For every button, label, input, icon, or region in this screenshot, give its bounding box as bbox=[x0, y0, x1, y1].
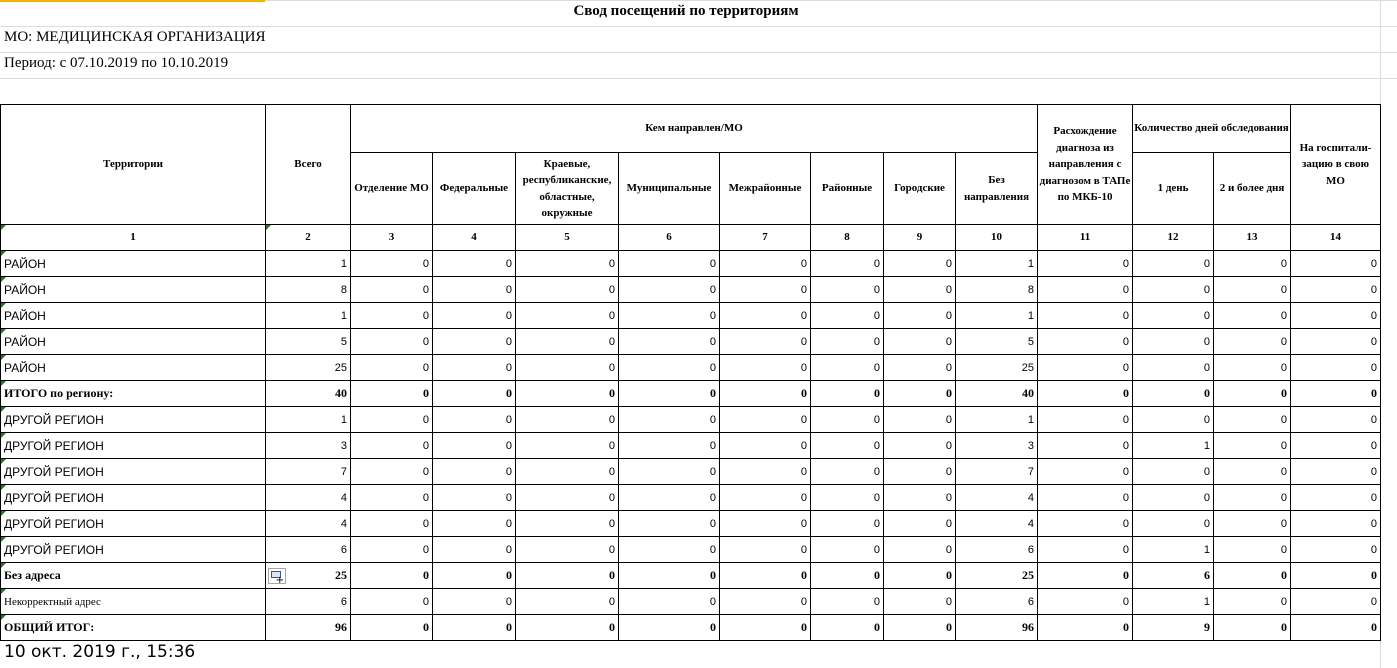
header-total: Всего bbox=[266, 105, 351, 225]
value-cell-c5[interactable]: 0 bbox=[516, 459, 619, 485]
value-cell-c8[interactable]: 0 bbox=[811, 355, 884, 381]
value-cell-c8[interactable]: 0 bbox=[811, 589, 884, 615]
report-table bbox=[0, 104, 1381, 641]
value-cell-c12[interactable]: 0 bbox=[1133, 303, 1214, 329]
value-cell-c4[interactable]: 0 bbox=[433, 251, 516, 277]
value-cell-c3[interactable]: 0 bbox=[351, 485, 433, 511]
value-cell-c8[interactable]: 0 bbox=[811, 303, 884, 329]
column-number-12: 12 bbox=[1133, 225, 1214, 251]
table-row[interactable] bbox=[1, 355, 1381, 381]
header-one-day: 1 день bbox=[1133, 153, 1214, 225]
value-cell-c9[interactable]: 0 bbox=[884, 563, 956, 589]
value-cell-total[interactable]: 4 bbox=[266, 485, 351, 511]
report-table-body bbox=[1, 251, 1381, 641]
value-cell-c7[interactable]: 0 bbox=[720, 407, 811, 433]
value-cell-c7[interactable]: 0 bbox=[720, 329, 811, 355]
value-cell-c6[interactable]: 0 bbox=[619, 251, 720, 277]
territory-cell[interactable]: ДРУГОЙ РЕГИОН bbox=[1, 407, 266, 433]
value-cell-c3[interactable]: 0 bbox=[351, 381, 433, 407]
value-cell-c14[interactable]: 0 bbox=[1291, 563, 1381, 589]
value-cell-c5[interactable]: 0 bbox=[516, 381, 619, 407]
value-cell-c10[interactable]: 1 bbox=[956, 303, 1038, 329]
value-cell-c10[interactable]: 1 bbox=[956, 251, 1038, 277]
value-cell-c13[interactable]: 0 bbox=[1214, 537, 1291, 563]
table-row[interactable] bbox=[1, 589, 1381, 615]
value-cell-total[interactable]: 6 bbox=[266, 589, 351, 615]
value-cell-total[interactable]: 25 bbox=[266, 563, 351, 589]
value-cell-c4[interactable]: 0 bbox=[433, 485, 516, 511]
territory-cell[interactable]: РАЙОН bbox=[1, 355, 266, 381]
value-cell-c6[interactable]: 0 bbox=[619, 381, 720, 407]
column-number-3: 3 bbox=[351, 225, 433, 251]
value-cell-c13[interactable]: 0 bbox=[1214, 511, 1291, 537]
value-cell-c7[interactable]: 0 bbox=[720, 459, 811, 485]
value-cell-c12[interactable]: 0 bbox=[1133, 381, 1214, 407]
value-cell-c13[interactable]: 0 bbox=[1214, 615, 1291, 641]
value-cell-c3[interactable]: 0 bbox=[351, 329, 433, 355]
value-cell-c10[interactable]: 8 bbox=[956, 277, 1038, 303]
value-cell-c13[interactable]: 0 bbox=[1214, 355, 1291, 381]
value-cell-c14[interactable]: 0 bbox=[1291, 251, 1381, 277]
header-two-plus: 2 и более дня bbox=[1214, 153, 1291, 225]
value-cell-c13[interactable]: 0 bbox=[1214, 459, 1291, 485]
value-cell-c13[interactable]: 0 bbox=[1214, 329, 1291, 355]
value-cell-c11[interactable]: 0 bbox=[1038, 563, 1133, 589]
value-cell-c9[interactable]: 0 bbox=[884, 251, 956, 277]
value-cell-c12[interactable]: 0 bbox=[1133, 485, 1214, 511]
value-cell-total[interactable]: 1 bbox=[266, 303, 351, 329]
column-number-5: 5 bbox=[516, 225, 619, 251]
value-cell-c7[interactable]: 0 bbox=[720, 355, 811, 381]
value-cell-total[interactable]: 7 bbox=[266, 459, 351, 485]
value-cell-c11[interactable]: 0 bbox=[1038, 589, 1133, 615]
table-row[interactable] bbox=[1, 563, 1381, 589]
table-row[interactable] bbox=[1, 381, 1381, 407]
value-cell-c4[interactable]: 0 bbox=[433, 589, 516, 615]
value-cell-c4[interactable]: 0 bbox=[433, 433, 516, 459]
header-who-sent: Кем направлен/МО bbox=[351, 105, 1038, 153]
value-cell-c4[interactable]: 0 bbox=[433, 511, 516, 537]
value-cell-c8[interactable]: 0 bbox=[811, 537, 884, 563]
value-cell-c5[interactable]: 0 bbox=[516, 563, 619, 589]
value-cell-c13[interactable]: 0 bbox=[1214, 277, 1291, 303]
value-cell-c6[interactable]: 0 bbox=[619, 511, 720, 537]
table-row[interactable] bbox=[1, 251, 1381, 277]
value-cell-c7[interactable]: 0 bbox=[720, 563, 811, 589]
header-dept-mo: Отделение МО bbox=[351, 153, 433, 225]
value-cell-c5[interactable]: 0 bbox=[516, 511, 619, 537]
value-cell-c8[interactable]: 0 bbox=[811, 615, 884, 641]
value-cell-total[interactable]: 40 bbox=[266, 381, 351, 407]
header-city: Городские bbox=[884, 153, 956, 225]
table-row[interactable] bbox=[1, 485, 1381, 511]
value-cell-c11[interactable]: 0 bbox=[1038, 251, 1133, 277]
value-cell-c10[interactable]: 4 bbox=[956, 485, 1038, 511]
value-cell-c8[interactable]: 0 bbox=[811, 407, 884, 433]
value-cell-c11[interactable]: 0 bbox=[1038, 355, 1133, 381]
value-cell-c9[interactable]: 0 bbox=[884, 511, 956, 537]
table-row[interactable] bbox=[1, 303, 1381, 329]
value-cell-c12[interactable]: 1 bbox=[1133, 589, 1214, 615]
value-cell-c11[interactable]: 0 bbox=[1038, 329, 1133, 355]
value-cell-c7[interactable]: 0 bbox=[720, 615, 811, 641]
column-number-2: 2 bbox=[266, 225, 351, 251]
column-number-8: 8 bbox=[811, 225, 884, 251]
column-number-1: 1 bbox=[1, 225, 266, 251]
value-cell-total[interactable]: 1 bbox=[266, 407, 351, 433]
value-cell-c13[interactable]: 0 bbox=[1214, 589, 1291, 615]
value-cell-c3[interactable]: 0 bbox=[351, 459, 433, 485]
table-row[interactable] bbox=[1, 407, 1381, 433]
column-number-9: 9 bbox=[884, 225, 956, 251]
value-cell-c14[interactable]: 0 bbox=[1291, 485, 1381, 511]
value-cell-c10[interactable]: 1 bbox=[956, 407, 1038, 433]
value-cell-c10[interactable]: 40 bbox=[956, 381, 1038, 407]
value-cell-c4[interactable]: 0 bbox=[433, 303, 516, 329]
value-cell-c9[interactable]: 0 bbox=[884, 303, 956, 329]
value-cell-c8[interactable]: 0 bbox=[811, 381, 884, 407]
value-cell-total[interactable]: 3 bbox=[266, 433, 351, 459]
value-cell-c14[interactable]: 0 bbox=[1291, 355, 1381, 381]
value-cell-c12[interactable]: 0 bbox=[1133, 277, 1214, 303]
value-cell-c5[interactable]: 0 bbox=[516, 485, 619, 511]
value-cell-c9[interactable]: 0 bbox=[884, 433, 956, 459]
value-cell-c3[interactable]: 0 bbox=[351, 303, 433, 329]
column-number-6: 6 bbox=[619, 225, 720, 251]
value-cell-c14[interactable]: 0 bbox=[1291, 329, 1381, 355]
value-cell-total[interactable]: 6 bbox=[266, 537, 351, 563]
value-cell-c13[interactable]: 0 bbox=[1214, 303, 1291, 329]
value-cell-c3[interactable]: 0 bbox=[351, 355, 433, 381]
column-number-14: 14 bbox=[1291, 225, 1381, 251]
value-cell-c10[interactable]: 6 bbox=[956, 537, 1038, 563]
value-cell-c12[interactable]: 0 bbox=[1133, 511, 1214, 537]
value-cell-c10[interactable]: 7 bbox=[956, 459, 1038, 485]
header-municipal: Муниципальные bbox=[619, 153, 720, 225]
value-cell-c14[interactable]: 0 bbox=[1291, 407, 1381, 433]
value-cell-c9[interactable]: 0 bbox=[884, 537, 956, 563]
value-cell-c6[interactable]: 0 bbox=[619, 563, 720, 589]
value-cell-c14[interactable]: 0 bbox=[1291, 459, 1381, 485]
value-cell-c9[interactable]: 0 bbox=[884, 277, 956, 303]
value-cell-c7[interactable]: 0 bbox=[720, 277, 811, 303]
value-cell-c3[interactable]: 0 bbox=[351, 537, 433, 563]
value-cell-c10[interactable]: 6 bbox=[956, 589, 1038, 615]
territory-cell[interactable]: ИТОГО по региону: bbox=[1, 381, 266, 407]
column-number-7: 7 bbox=[720, 225, 811, 251]
value-cell-c11[interactable]: 0 bbox=[1038, 407, 1133, 433]
value-cell-c13[interactable]: 0 bbox=[1214, 251, 1291, 277]
value-cell-c8[interactable]: 0 bbox=[811, 563, 884, 589]
value-cell-c11[interactable]: 0 bbox=[1038, 459, 1133, 485]
value-cell-c5[interactable]: 0 bbox=[516, 329, 619, 355]
value-cell-c4[interactable]: 0 bbox=[433, 615, 516, 641]
value-cell-c9[interactable]: 0 bbox=[884, 589, 956, 615]
value-cell-c5[interactable]: 0 bbox=[516, 589, 619, 615]
value-cell-c12[interactable]: 1 bbox=[1133, 433, 1214, 459]
value-cell-c8[interactable]: 0 bbox=[811, 251, 884, 277]
value-cell-c13[interactable]: 0 bbox=[1214, 433, 1291, 459]
value-cell-c6[interactable]: 0 bbox=[619, 303, 720, 329]
value-cell-c11[interactable]: 0 bbox=[1038, 433, 1133, 459]
value-cell-c6[interactable]: 0 bbox=[619, 485, 720, 511]
value-cell-c14[interactable]: 0 bbox=[1291, 537, 1381, 563]
territory-cell[interactable]: ДРУГОЙ РЕГИОН bbox=[1, 485, 266, 511]
value-cell-c6[interactable]: 0 bbox=[619, 407, 720, 433]
value-cell-c12[interactable]: 6 bbox=[1133, 563, 1214, 589]
value-cell-c6[interactable]: 0 bbox=[619, 355, 720, 381]
value-cell-c5[interactable]: 0 bbox=[516, 615, 619, 641]
value-cell-c10[interactable]: 4 bbox=[956, 511, 1038, 537]
territory-cell[interactable]: РАЙОН bbox=[1, 329, 266, 355]
value-cell-c10[interactable]: 25 bbox=[956, 563, 1038, 589]
value-cell-c6[interactable]: 0 bbox=[619, 537, 720, 563]
value-cell-c9[interactable]: 0 bbox=[884, 355, 956, 381]
column-number-row bbox=[1, 225, 1381, 251]
table-row[interactable] bbox=[1, 537, 1381, 563]
value-cell-c6[interactable]: 0 bbox=[619, 615, 720, 641]
value-cell-c4[interactable]: 0 bbox=[433, 407, 516, 433]
territory-cell[interactable]: Некорректный адрес bbox=[1, 589, 266, 615]
value-cell-c3[interactable]: 0 bbox=[351, 407, 433, 433]
column-number-10: 10 bbox=[956, 225, 1038, 251]
value-cell-c6[interactable]: 0 bbox=[619, 459, 720, 485]
value-cell-c13[interactable]: 0 bbox=[1214, 407, 1291, 433]
value-cell-c11[interactable]: 0 bbox=[1038, 537, 1133, 563]
value-cell-c10[interactable]: 96 bbox=[956, 615, 1038, 641]
value-cell-c12[interactable]: 9 bbox=[1133, 615, 1214, 641]
value-cell-c5[interactable]: 0 bbox=[516, 251, 619, 277]
value-cell-c3[interactable]: 0 bbox=[351, 563, 433, 589]
value-cell-c13[interactable]: 0 bbox=[1214, 563, 1291, 589]
column-number-4: 4 bbox=[433, 225, 516, 251]
value-cell-c8[interactable]: 0 bbox=[811, 459, 884, 485]
value-cell-c8[interactable]: 0 bbox=[811, 485, 884, 511]
value-cell-total[interactable]: 25 bbox=[266, 355, 351, 381]
header-no-referral: Без направления bbox=[956, 153, 1038, 225]
value-cell-c11[interactable]: 0 bbox=[1038, 303, 1133, 329]
value-cell-c9[interactable]: 0 bbox=[884, 329, 956, 355]
table-row[interactable] bbox=[1, 459, 1381, 485]
value-cell-c9[interactable]: 0 bbox=[884, 459, 956, 485]
value-cell-c12[interactable]: 0 bbox=[1133, 329, 1214, 355]
value-cell-c7[interactable]: 0 bbox=[720, 511, 811, 537]
value-cell-c11[interactable]: 0 bbox=[1038, 615, 1133, 641]
column-number-13: 13 bbox=[1214, 225, 1291, 251]
active-column-indicator bbox=[0, 0, 265, 2]
footer-timestamp: 10 окт. 2019 г., 15:36 bbox=[4, 642, 196, 662]
table-row[interactable] bbox=[1, 277, 1381, 303]
value-cell-c4[interactable]: 0 bbox=[433, 563, 516, 589]
value-cell-c9[interactable]: 0 bbox=[884, 485, 956, 511]
value-cell-c14[interactable]: 0 bbox=[1291, 381, 1381, 407]
value-cell-c11[interactable]: 0 bbox=[1038, 277, 1133, 303]
value-cell-c14[interactable]: 0 bbox=[1291, 511, 1381, 537]
territory-cell[interactable]: РАЙОН bbox=[1, 277, 266, 303]
value-cell-c5[interactable]: 0 bbox=[516, 433, 619, 459]
value-cell-total[interactable]: 96 bbox=[266, 615, 351, 641]
value-cell-total[interactable]: 5 bbox=[266, 329, 351, 355]
value-cell-c4[interactable]: 0 bbox=[433, 459, 516, 485]
value-cell-c14[interactable]: 0 bbox=[1291, 277, 1381, 303]
value-cell-c10[interactable]: 25 bbox=[956, 355, 1038, 381]
territory-cell[interactable]: Без адреса bbox=[1, 563, 266, 589]
value-cell-c8[interactable]: 0 bbox=[811, 277, 884, 303]
value-cell-c14[interactable]: 0 bbox=[1291, 589, 1381, 615]
value-cell-total[interactable]: 8 bbox=[266, 277, 351, 303]
value-cell-c3[interactable]: 0 bbox=[351, 251, 433, 277]
value-cell-c3[interactable]: 0 bbox=[351, 511, 433, 537]
value-cell-total[interactable]: 4 bbox=[266, 511, 351, 537]
value-cell-c8[interactable]: 0 bbox=[811, 329, 884, 355]
header-district: Районные bbox=[811, 153, 884, 225]
territory-cell[interactable]: ДРУГОЙ РЕГИОН bbox=[1, 433, 266, 459]
table-row[interactable] bbox=[1, 511, 1381, 537]
territory-cell[interactable]: ДРУГОЙ РЕГИОН bbox=[1, 459, 266, 485]
territory-cell[interactable]: ДРУГОЙ РЕГИОН bbox=[1, 511, 266, 537]
value-cell-c3[interactable]: 0 bbox=[351, 277, 433, 303]
value-cell-c8[interactable]: 0 bbox=[811, 433, 884, 459]
value-cell-c5[interactable]: 0 bbox=[516, 303, 619, 329]
value-cell-c9[interactable]: 0 bbox=[884, 407, 956, 433]
value-cell-c13[interactable]: 0 bbox=[1214, 381, 1291, 407]
value-cell-c11[interactable]: 0 bbox=[1038, 511, 1133, 537]
header-interdistrict: Межрайонные bbox=[720, 153, 811, 225]
table-row[interactable] bbox=[1, 615, 1381, 641]
header-diag-mismatch: Расхождение диагноза из направления с диагнозом в ТАПе по МКБ-10 bbox=[1038, 105, 1133, 225]
mo-line: МО: МЕДИЦИНСКАЯ ОРГАНИЗАЦИЯ bbox=[4, 29, 266, 45]
value-cell-c7[interactable]: 0 bbox=[720, 589, 811, 615]
value-cell-c5[interactable]: 0 bbox=[516, 277, 619, 303]
value-cell-c6[interactable]: 0 bbox=[619, 329, 720, 355]
value-cell-c4[interactable]: 0 bbox=[433, 329, 516, 355]
value-cell-c6[interactable]: 0 bbox=[619, 433, 720, 459]
value-cell-c12[interactable]: 0 bbox=[1133, 355, 1214, 381]
value-cell-c5[interactable]: 0 bbox=[516, 407, 619, 433]
value-cell-c7[interactable]: 0 bbox=[720, 433, 811, 459]
value-cell-c4[interactable]: 0 bbox=[433, 277, 516, 303]
value-cell-c4[interactable]: 0 bbox=[433, 355, 516, 381]
header-regional: Краевые, республиканские, областные, окружные bbox=[516, 153, 619, 225]
value-cell-c5[interactable]: 0 bbox=[516, 355, 619, 381]
period-line: Период: с 07.10.2019 по 10.10.2019 bbox=[4, 55, 229, 71]
value-cell-c3[interactable]: 0 bbox=[351, 433, 433, 459]
table-row[interactable] bbox=[1, 433, 1381, 459]
value-cell-c7[interactable]: 0 bbox=[720, 381, 811, 407]
value-cell-c7[interactable]: 0 bbox=[720, 251, 811, 277]
value-cell-c13[interactable]: 0 bbox=[1214, 485, 1291, 511]
value-cell-c8[interactable]: 0 bbox=[811, 511, 884, 537]
header-territory: Территории bbox=[1, 105, 266, 225]
territory-cell[interactable]: ОБЩИЙ ИТОГ: bbox=[1, 615, 266, 641]
value-cell-c14[interactable]: 0 bbox=[1291, 433, 1381, 459]
value-cell-c6[interactable]: 0 bbox=[619, 589, 720, 615]
value-cell-c6[interactable]: 0 bbox=[619, 277, 720, 303]
report-title: Свод посещений по территориям bbox=[573, 3, 799, 19]
value-cell-c14[interactable]: 0 bbox=[1291, 303, 1381, 329]
value-cell-c4[interactable]: 0 bbox=[433, 381, 516, 407]
value-cell-c12[interactable]: 0 bbox=[1133, 459, 1214, 485]
territory-cell[interactable]: РАЙОН bbox=[1, 251, 266, 277]
value-cell-c10[interactable]: 3 bbox=[956, 433, 1038, 459]
value-cell-c12[interactable]: 0 bbox=[1133, 251, 1214, 277]
value-cell-c11[interactable]: 0 bbox=[1038, 485, 1133, 511]
column-number-11: 11 bbox=[1038, 225, 1133, 251]
value-cell-c3[interactable]: 0 bbox=[351, 589, 433, 615]
header-hospitalization: На госпитали- зацию в свою МО bbox=[1291, 105, 1381, 225]
value-cell-c9[interactable]: 0 bbox=[884, 381, 956, 407]
value-cell-c7[interactable]: 0 bbox=[720, 485, 811, 511]
header-days-count: Количество дней обследования bbox=[1133, 105, 1291, 153]
territory-cell[interactable]: РАЙОН bbox=[1, 303, 266, 329]
value-cell-c5[interactable]: 0 bbox=[516, 537, 619, 563]
value-cell-total[interactable]: 1 bbox=[266, 251, 351, 277]
value-cell-c14[interactable]: 0 bbox=[1291, 615, 1381, 641]
value-cell-c4[interactable]: 0 bbox=[433, 537, 516, 563]
value-cell-c11[interactable]: 0 bbox=[1038, 381, 1133, 407]
value-cell-c3[interactable]: 0 bbox=[351, 615, 433, 641]
value-cell-c7[interactable]: 0 bbox=[720, 303, 811, 329]
value-cell-c12[interactable]: 1 bbox=[1133, 537, 1214, 563]
table-row[interactable] bbox=[1, 329, 1381, 355]
value-cell-c7[interactable]: 0 bbox=[720, 537, 811, 563]
header-federal: Федеральные bbox=[433, 153, 516, 225]
paste-options-icon[interactable] bbox=[268, 568, 286, 584]
value-cell-c9[interactable]: 0 bbox=[884, 615, 956, 641]
territory-cell[interactable]: ДРУГОЙ РЕГИОН bbox=[1, 537, 266, 563]
value-cell-c12[interactable]: 0 bbox=[1133, 407, 1214, 433]
value-cell-c10[interactable]: 5 bbox=[956, 329, 1038, 355]
